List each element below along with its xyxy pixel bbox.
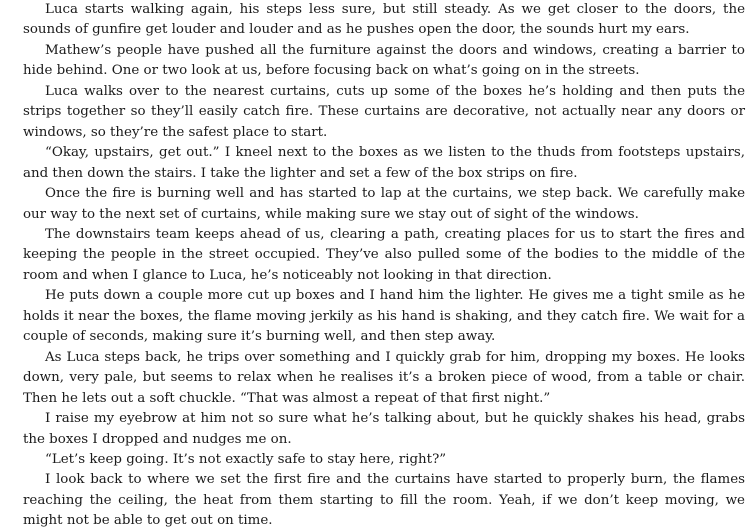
paragraph-6: The downstairs team keeps ahead of us, clearing a path, creating places for us to start the fires and keeping the people in the street occupied. They’ve also pulled some of the bodies to the middle of the room and when I glance to Luca, he’s noticeably not looking in that direction. [23, 226, 745, 283]
paragraph-9: I raise my eyebrow at him not so sure what he’s talking about, but he quickly shakes his head, grabs the boxes I dropped and nudges me on. [23, 411, 745, 447]
paragraph-11: I look back to where we set the first fire and the curtains have started to properly burn, the flames reaching the ceiling, the heat from them starting to fill the room. Yeah, if we don’t keep moving, we might not be able to get out on time. [23, 472, 745, 529]
paragraph-8: As Luca steps back, he trips over something and I quickly grab for him, dropping my boxes. He looks down, very pale, but seems to relax when he realises it’s a broken piece of wood, from a table or chair. Then he lets out a soft chuckle. “That was almost a repeat of that first night.” [23, 349, 745, 406]
paragraph-2: Mathew’s people have pushed all the furniture against the doors and windows, creating a barrier to hide behind. One or two look at us, before focusing back on what’s going on in the streets. [23, 42, 745, 79]
paragraph-10: “Let’s keep going. It’s not exactly safe to stay here, right?” [45, 451, 447, 467]
paragraph-1: Luca starts walking again, his steps less sure, but still steady. As we get closer to the doors, the sounds of gunfire get louder and louder and as he pushes open the door, the sounds hurt my ears. [23, 2, 745, 38]
paragraph-7: He puts down a couple more cut up boxes and I hand him the lighter. He gives me a tight smile as he holds it near the boxes, the flame moving jerkily as his hand is shaking, and they catch fire. We wait for a couple of seconds, making sure it’s burning well, and then step away. [23, 288, 745, 345]
paragraph-4: “Okay, upstairs, get out.” I kneel next to the boxes as we listen to the thuds from footsteps upstairs, and then down the stairs. I take the lighter and set a few of the box strips on fire. [23, 145, 745, 181]
paragraph-3: Luca walks over to the nearest curtains, cuts up some of the boxes he’s holding and then puts the strips together so they’ll easily catch fire. These curtains are decorative, not actually near any doors or windows, so they’re the safest place to start. [23, 83, 745, 140]
paragraph-5: Once the fire is burning well and has started to lap at the curtains, we step back. We carefully make our way to the next set of curtains, while making sure we stay out of sight of the windows. [23, 186, 745, 222]
